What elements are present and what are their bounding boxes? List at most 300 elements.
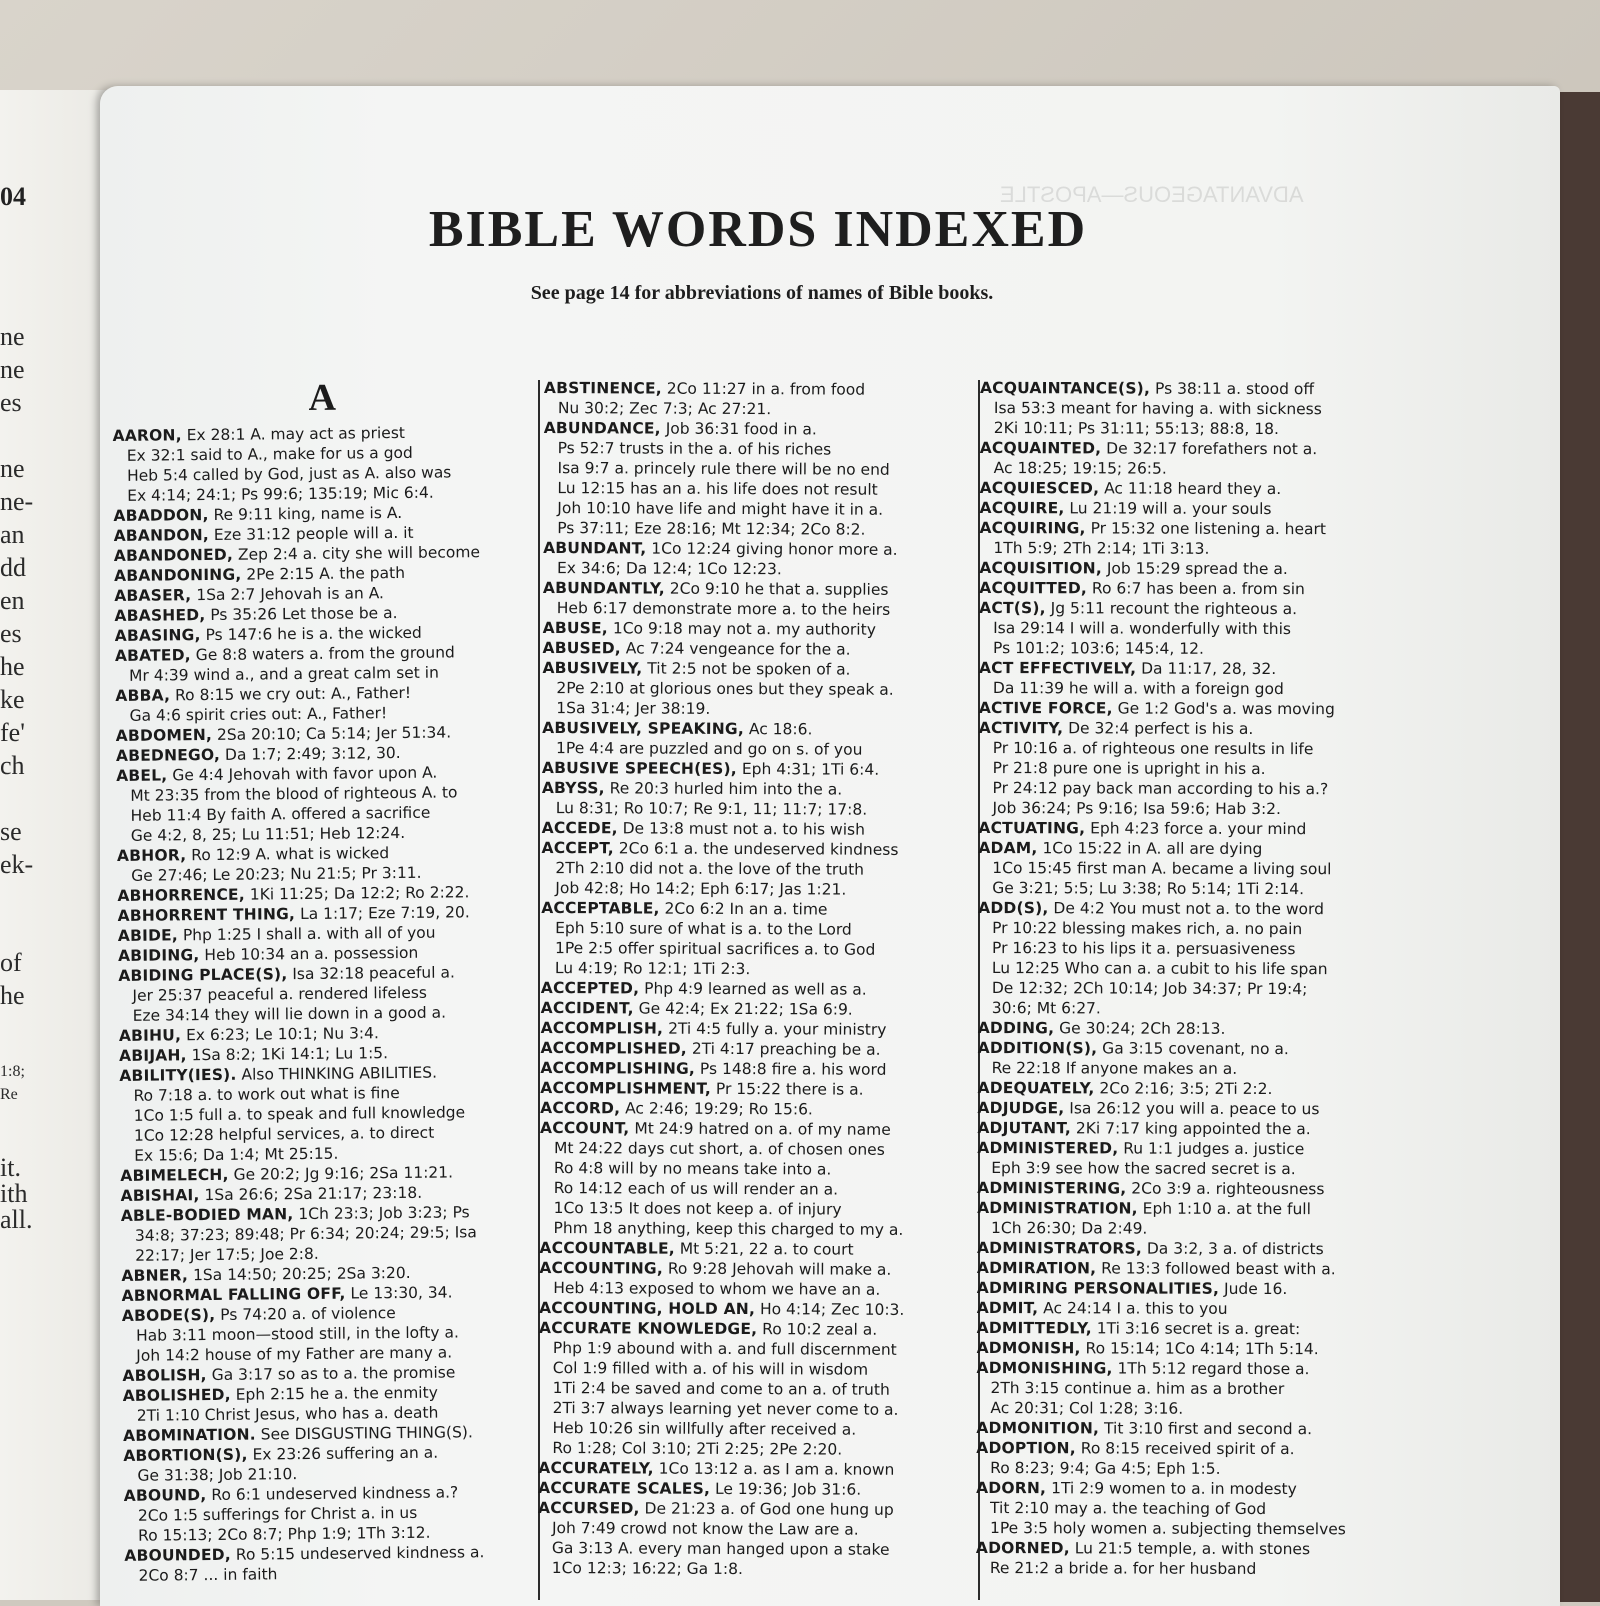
entry-text: Ro 4:8 will by no means take into a. xyxy=(553,1159,832,1179)
entry-text: Ps 35:26 Let those be a. xyxy=(205,604,398,625)
entry-text: Pr 15:32 one listening a. heart xyxy=(1085,519,1327,539)
entry-headword: ACQUIESCED, xyxy=(979,478,1100,498)
index-reference-line xyxy=(543,498,971,520)
entry-headword: ACCURATE KNOWLEDGE, xyxy=(538,1318,758,1339)
entry-headword: ADOPTION, xyxy=(976,1438,1076,1458)
entry-headword: ABOLISH, xyxy=(122,1366,207,1385)
entry-headword: ABUNDANT, xyxy=(543,538,647,558)
entry-text: Tit 3:10 first and second a. xyxy=(1099,1419,1313,1439)
entry-text: Pr 16:23 to his lips it a. persuasiveness xyxy=(991,939,1296,959)
left-page-text-fragment: ke xyxy=(0,685,25,714)
entry-text: 2Ti 4:5 fully a. your ministry xyxy=(663,1019,887,1039)
entry-text: Ro 6:1 undeserved kindness a.? xyxy=(206,1483,459,1505)
entry-text: 1Pe 3:5 holy women a. subjecting themselves xyxy=(989,1519,1346,1539)
left-page-text-fragment: he xyxy=(0,652,25,681)
entry-text: Pr 10:16 a. of righteous one results in life xyxy=(992,739,1314,759)
entry-text: Ro 8:15 we cry out: A., Father! xyxy=(170,683,412,705)
left-page-text-fragment: of xyxy=(0,948,22,977)
index-entry xyxy=(977,1078,1397,1099)
entry-headword: ABUNDANTLY, xyxy=(542,578,665,598)
entry-text: Ex 34:6; Da 12:4; 1Co 12:23. xyxy=(556,559,782,579)
entry-text: La 1:17; Eze 7:19, 20. xyxy=(294,903,470,924)
index-reference-line xyxy=(543,558,971,580)
entry-text: Also THINKING ABILITIES. xyxy=(236,1063,438,1084)
entry-text: Mr 4:39 wind a., and a great calm set in xyxy=(129,663,439,685)
entry-headword: ACCEDE, xyxy=(541,818,618,838)
index-entry xyxy=(538,1478,966,1500)
index-reference-line xyxy=(538,1538,966,1560)
entry-text: Ge 31:38; Job 21:10. xyxy=(137,1465,298,1485)
left-page-text-fragment: es xyxy=(0,619,22,648)
entry-headword: ABEL, xyxy=(116,766,168,785)
index-entry xyxy=(538,1498,966,1520)
left-page-text-fragment: ch xyxy=(0,751,25,780)
index-entry xyxy=(542,778,970,800)
index-entry xyxy=(978,1018,1398,1039)
entry-headword: ABYSS, xyxy=(541,778,605,798)
index-reference-line xyxy=(543,518,971,540)
entry-headword: ABIDE, xyxy=(117,926,179,945)
entry-text: Isa 53:3 meant for having a. with sickness xyxy=(993,399,1322,419)
entry-headword: ABHORRENCE, xyxy=(117,885,245,905)
entry-headword: ADMIRATION, xyxy=(976,1258,1097,1278)
index-reference-line xyxy=(541,878,969,900)
left-page-text-fragment: ek- xyxy=(0,850,34,879)
index-reference-line xyxy=(544,438,972,460)
index-reference-line xyxy=(976,1558,1396,1579)
entry-headword: ADJUDGE, xyxy=(977,1098,1065,1118)
index-entry xyxy=(976,1418,1396,1439)
index-reference-line xyxy=(540,1158,968,1180)
index-entry xyxy=(544,418,972,440)
entry-headword: ABUSED, xyxy=(542,638,621,658)
index-reference-line xyxy=(976,1378,1396,1399)
entry-text: 2Co 9:10 he that a. supplies xyxy=(664,579,889,599)
entry-headword: ACTIVITY, xyxy=(978,718,1064,738)
entry-headword: ACTUATING, xyxy=(978,818,1086,838)
entry-text: De 32:17 forefathers not a. xyxy=(1101,439,1318,459)
entry-text: 2Ti 1:10 Christ Jesus, who has a. death xyxy=(136,1403,439,1425)
entry-text: De 21:23 a. of God one hung up xyxy=(639,1499,894,1519)
entry-headword: ADMONITION, xyxy=(976,1418,1100,1438)
entry-text: 2Co 8:7 ... in faith xyxy=(138,1565,278,1585)
entry-text: Eph 4:23 force a. your mind xyxy=(1085,819,1307,839)
left-page-text-fragment: en xyxy=(0,586,25,615)
left-page-text-fragment: ith xyxy=(0,1179,28,1208)
index-reference-line xyxy=(538,1558,966,1580)
index-entry xyxy=(978,898,1398,919)
index-entry xyxy=(540,1038,968,1060)
index-reference-line xyxy=(976,1518,1396,1539)
entry-headword: ACCOUNT, xyxy=(540,1118,630,1138)
index-reference-line xyxy=(539,1338,967,1360)
entry-headword: ADJUTANT, xyxy=(977,1118,1072,1138)
entry-text: Tit 2:5 not be spoken of a. xyxy=(642,659,851,679)
left-page-text-fragment: he xyxy=(0,981,25,1010)
index-reference-line xyxy=(542,678,970,700)
index-entry xyxy=(976,1438,1396,1459)
entry-text: Isa 9:7 a. princely rule there will be no end xyxy=(557,459,890,479)
index-reference-line xyxy=(979,618,1399,639)
entry-text: Ro 9:28 Jehovah will make a. xyxy=(662,1259,892,1279)
index-reference-line xyxy=(541,858,969,880)
entry-text: Lu 12:15 has an a. his life does not result xyxy=(557,479,878,499)
entry-headword: ABISHAI, xyxy=(120,1186,200,1205)
index-reference-line xyxy=(976,1498,1396,1519)
entry-text: 1Co 15:45 first man A. became a living soul xyxy=(992,859,1332,879)
entry-text: Isa 29:14 I will a. wonderfully with this xyxy=(993,619,1292,639)
entry-headword: ACCOUNTING, xyxy=(539,1258,663,1278)
entry-text: Ru 1:1 judges a. justice xyxy=(1118,1139,1305,1159)
index-entry xyxy=(979,578,1399,599)
entry-text: Ro 5:15 undeserved kindness a. xyxy=(230,1543,485,1564)
entry-text: 30:6; Mt 6:27. xyxy=(991,999,1101,1018)
index-reference-line xyxy=(540,1178,968,1200)
index-entry xyxy=(979,518,1399,539)
entry-text: Pr 24:12 pay back man according to his a.? xyxy=(992,779,1329,799)
index-reference-line xyxy=(541,918,969,940)
index-reference-line xyxy=(979,638,1399,659)
entry-headword: ACCURATE SCALES, xyxy=(538,1478,711,1498)
entry-text: Ho 4:14; Zec 10:3. xyxy=(755,1300,905,1319)
entry-text: Lu 8:31; Ro 10:7; Re 9:1, 11; 11:7; 17:8. xyxy=(555,799,868,819)
entry-text: Ga 3:15 covenant, no a. xyxy=(1097,1039,1289,1059)
index-reference-line xyxy=(978,878,1398,899)
entry-text: Ro 14:12 each of us will render an a. xyxy=(553,1179,839,1199)
entry-headword: ACCOMPLISHING, xyxy=(540,1058,696,1078)
entry-text: Ro 1:28; Col 3:10; 2Ti 2:25; 2Pe 2:20. xyxy=(552,1439,843,1459)
entry-text: 2Pe 2:15 A. the path xyxy=(241,563,406,584)
entry-text: Job 42:8; Ho 14:2; Eph 6:17; Jas 1:21. xyxy=(555,879,847,899)
index-entry xyxy=(542,718,970,740)
entry-headword: ABDOMEN, xyxy=(115,725,213,745)
entry-headword: ACCEPTABLE, xyxy=(541,898,660,918)
entry-text: Hab 3:11 moon—stood still, in the lofty a. xyxy=(135,1323,459,1345)
entry-text: Ps 147:6 he is a. the wicked xyxy=(200,623,422,645)
entry-headword: ADMINISTERING, xyxy=(977,1178,1127,1198)
entry-headword: ABASING, xyxy=(114,626,201,645)
entry-headword: ABUSE, xyxy=(542,618,608,638)
index-entry xyxy=(543,538,971,560)
entry-text: Eph 5:10 sure of what is a. to the Lord xyxy=(555,919,852,939)
entry-headword: ABANDON, xyxy=(113,525,210,545)
left-page-number: 04 xyxy=(0,182,26,211)
entry-text: Lu 12:25 Who can a. a cubit to his life span xyxy=(991,959,1328,979)
entry-text: 1Ti 3:16 secret is a. great: xyxy=(1091,1319,1301,1339)
index-reference-line xyxy=(979,738,1399,759)
page-title: BIBLE WORDS INDEXED xyxy=(428,201,1088,258)
entry-headword: ACCOMPLISHMENT, xyxy=(540,1078,712,1098)
entry-text: Nu 30:2; Zec 7:3; Ac 27:21. xyxy=(557,399,772,419)
index-entry xyxy=(977,1098,1397,1119)
entry-text: Ro 6:7 has been a. from sin xyxy=(1086,579,1305,599)
entry-text: 34:8; 37:23; 89:48; Pr 6:34; 20:24; 29:5; Isa xyxy=(134,1223,477,1245)
index-entry xyxy=(538,1458,966,1480)
entry-text: 1Sa 31:4; Jer 38:19. xyxy=(556,699,711,718)
entry-text: Pr 10:22 blessing makes rich, a. no pain xyxy=(992,919,1303,939)
index-reference-line xyxy=(540,1198,968,1220)
entry-text: 1Co 12:28 helpful services, a. to direct xyxy=(133,1123,435,1145)
entry-text: 1Co 1:5 full a. to speak and full knowledge xyxy=(133,1103,466,1125)
entry-text: Le 13:30, 34. xyxy=(345,1283,453,1303)
index-entry xyxy=(541,978,969,1000)
entry-text: Jer 25:37 peaceful a. rendered lifeless xyxy=(132,983,428,1005)
entry-headword: ACT EFFECTIVELY, xyxy=(978,658,1137,678)
index-entry xyxy=(980,438,1400,459)
index-reference-line xyxy=(980,458,1400,479)
entry-headword: ABUNDANCE, xyxy=(543,418,661,438)
entry-headword: ADORN, xyxy=(976,1478,1047,1498)
index-entry xyxy=(543,618,971,640)
entry-text: Re 9:11 king, name is A. xyxy=(208,503,403,524)
entry-text: Ps 74:20 a. of violence xyxy=(215,1304,396,1324)
entry-headword: ABASHED, xyxy=(114,606,206,625)
index-entry xyxy=(543,638,971,660)
entry-headword: ACQUAINTANCE(S), xyxy=(979,379,1151,398)
index-reference-line xyxy=(539,1358,967,1380)
index-reference-line xyxy=(976,1458,1396,1479)
entry-text: Heb 10:26 sin willfully after received a. xyxy=(552,1419,857,1439)
entry-text: Ps 38:11 a. stood off xyxy=(1150,379,1315,399)
index-reference-line xyxy=(539,1278,967,1300)
entry-text: Ac 20:31; Col 1:28; 3:16. xyxy=(990,1399,1184,1418)
entry-text: 1Co 13:12 a. as I am a. known xyxy=(653,1459,895,1479)
entry-text: 1Co 9:18 may not a. my authority xyxy=(607,619,876,639)
entry-text: Joh 7:49 crowd not know the Law are a. xyxy=(551,1519,859,1539)
index-reference-line xyxy=(978,798,1398,819)
entry-headword: ACT(S), xyxy=(979,598,1046,618)
entry-headword: ADD(S), xyxy=(978,898,1049,918)
entry-text: 2Co 6:2 In an a. time xyxy=(659,899,828,919)
entry-text: Ro 8:23; 9:4; Ga 4:5; Eph 1:5. xyxy=(990,1459,1221,1478)
entry-text: 1Th 5:9; 2Th 2:14; 1Ti 3:13. xyxy=(993,539,1210,558)
entry-text: Php 1:9 abound with a. and full discernment xyxy=(552,1339,897,1359)
entry-text: Ac 11:18 heard they a. xyxy=(1099,479,1282,499)
left-page-text-fragment: it. xyxy=(0,1153,21,1182)
index-entry xyxy=(977,1138,1397,1159)
index-entry xyxy=(977,1118,1397,1139)
entry-text: Mt 5:21, 22 a. to court xyxy=(674,1239,854,1259)
entry-text: Job 36:31 food in a. xyxy=(660,419,817,439)
entry-text: De 4:2 You must not a. to the word xyxy=(1048,899,1325,919)
entry-text: 1Ti 2:4 be saved and come to an a. of truth xyxy=(552,1379,890,1399)
entry-headword: ADMONISHING, xyxy=(976,1358,1113,1378)
index-entry xyxy=(542,818,970,840)
entry-text: Isa 32:18 peaceful a. xyxy=(287,963,455,984)
index-entry xyxy=(540,1118,968,1140)
entry-text: Heb 6:17 demonstrate more a. to the heirs xyxy=(556,599,891,619)
entry-text: Phm 18 anything, keep this charged to my a. xyxy=(553,1219,904,1239)
index-reference-line xyxy=(542,698,970,720)
entry-text: Re 22:18 If anyone makes an a. xyxy=(991,1059,1238,1078)
index-column-1 xyxy=(112,374,545,1586)
left-page-text-fragment: ne xyxy=(0,454,25,483)
entry-headword: ACCURATELY, xyxy=(538,1458,654,1478)
index-entry xyxy=(977,1298,1397,1319)
entry-headword: ACCEPT, xyxy=(541,838,614,858)
entry-headword: ABOUNDED, xyxy=(124,1545,231,1565)
entry-text: Jg 5:11 recount the righteous a. xyxy=(1045,599,1298,619)
entry-text: Ac 2:46; 19:29; Ro 15:6. xyxy=(620,1099,813,1119)
entry-headword: ABOMINATION. xyxy=(122,1425,256,1445)
index-entry xyxy=(978,818,1398,839)
index-entry xyxy=(977,1358,1397,1379)
index-reference-line xyxy=(542,738,970,760)
entry-text: Pr 21:8 pure one is upright in his a. xyxy=(992,759,1266,778)
entry-headword: ABNORMAL FALLING OFF, xyxy=(121,1284,346,1305)
entry-text: 1Ki 11:25; Da 12:2; Ro 2:22. xyxy=(244,883,470,904)
entry-text: Joh 10:10 have life and might have it in a. xyxy=(557,499,884,519)
left-page-text-fragment: all. xyxy=(0,1205,33,1234)
entry-text: 2Ki 10:11; Ps 31:11; 55:13; 88:8, 18. xyxy=(993,419,1279,439)
entry-text: 1Co 15:22 in A. all are dying xyxy=(1037,839,1263,858)
index-entry xyxy=(541,1018,969,1040)
entry-text: Ro 10:2 zeal a. xyxy=(757,1320,878,1339)
entry-text: Heb 4:13 exposed to whom we have an a. xyxy=(553,1279,881,1299)
entry-text: 2Ti 4:17 preaching be a. xyxy=(686,1039,881,1059)
index-entry xyxy=(543,578,971,600)
entry-text: 1Pe 4:4 are puzzled and go on s. of you xyxy=(556,739,863,759)
entry-text: Eph 4:31; 1Ti 6:4. xyxy=(736,760,880,779)
entry-text: Ge 1:2 God's a. was moving xyxy=(1112,699,1335,719)
index-entry xyxy=(977,1278,1397,1299)
index-entry xyxy=(542,658,970,680)
index-entry xyxy=(979,718,1399,739)
index-entry xyxy=(977,1258,1397,1279)
entry-headword: ACQUAINTED, xyxy=(979,438,1102,458)
index-entry xyxy=(978,1038,1398,1059)
entry-headword: ADMONISH, xyxy=(976,1338,1081,1358)
entry-text: Ro 15:14; 1Co 4:14; 1Th 5:14. xyxy=(1080,1339,1319,1359)
entry-text: Isa 26:12 you will a. peace to us xyxy=(1064,1099,1320,1119)
index-reference-line xyxy=(539,1398,967,1420)
index-column-2 xyxy=(538,378,972,1580)
index-entry xyxy=(539,1298,967,1320)
entry-headword: ABASER, xyxy=(114,586,192,605)
entry-text: Eph 3:9 see how the sacred secret is a. xyxy=(991,1159,1296,1179)
left-page-text-fragment: an xyxy=(0,520,25,549)
entry-headword: ABIHU, xyxy=(118,1026,182,1045)
entry-text: 1Th 5:12 regard those a. xyxy=(1112,1359,1310,1379)
entry-text: Eze 31:12 people will a. it xyxy=(208,523,414,544)
index-reference-line xyxy=(541,958,969,980)
index-reference-line xyxy=(976,1398,1396,1419)
index-entry xyxy=(977,1198,1397,1219)
entry-text: Ps 52:7 trusts in the a. of his riches xyxy=(557,439,832,459)
entry-headword: ABIDING, xyxy=(117,946,200,965)
entry-headword: ABIMELECH, xyxy=(120,1165,229,1185)
entry-headword: ABUSIVELY, xyxy=(542,658,643,678)
index-reference-line xyxy=(541,938,969,960)
entry-text: Lu 4:19; Ro 12:1; 1Ti 2:3. xyxy=(554,959,751,979)
index-entry xyxy=(979,658,1399,679)
entry-text: 1Sa 14:50; 20:25; 2Sa 3:20. xyxy=(187,1263,411,1285)
entry-headword: ABNER, xyxy=(121,1266,189,1285)
index-reference-line xyxy=(539,1378,967,1400)
index-entry xyxy=(542,758,970,780)
entry-text: Mt 24:9 hatred on a. of my name xyxy=(629,1119,891,1139)
entry-text: Ex 6:23; Le 10:1; Nu 3:4. xyxy=(181,1024,379,1045)
entry-text: Re 21:2 a bride a. for her husband xyxy=(989,1559,1257,1578)
entry-text: De 13:8 must not a. to his wish xyxy=(617,819,865,839)
index-reference-line xyxy=(538,1438,966,1460)
index-entry xyxy=(980,478,1400,499)
index-entry xyxy=(976,1538,1396,1559)
entry-text: Php 1:25 I shall a. with all of you xyxy=(177,923,436,945)
entry-text: 2Co 3:9 a. righteousness xyxy=(1126,1179,1325,1199)
entry-text: Ro 15:13; 2Co 8:7; Php 1:9; 1Th 3:12. xyxy=(138,1523,431,1545)
entry-headword: ACCURSED, xyxy=(538,1498,640,1518)
left-page-text-fragment: se xyxy=(0,817,22,846)
entry-headword: ACCOMPLISH, xyxy=(540,1018,664,1038)
entry-text: Ps 101:2; 103:6; 145:4, 12. xyxy=(993,639,1204,658)
entry-headword: ABORTION(S), xyxy=(123,1445,248,1465)
index-reference-line xyxy=(977,1158,1397,1179)
entry-text: 2Co 2:16; 3:5; 2Ti 2:2. xyxy=(1094,1079,1273,1099)
entry-text: 1Ch 23:3; Job 3:23; Ps xyxy=(293,1203,470,1224)
index-entry xyxy=(540,1078,968,1100)
entry-headword: ABIJAH, xyxy=(119,1046,187,1065)
entry-headword: ADAM, xyxy=(978,838,1038,858)
entry-text: 2Pe 2:10 at glorious ones but they speak a. xyxy=(556,679,894,699)
entry-text: Ex 28:1 A. may act as priest xyxy=(181,423,406,445)
left-page-text-fragment: 1:8; xyxy=(0,1063,25,1080)
entry-text: 1Ch 26:30; Da 2:49. xyxy=(991,1219,1148,1238)
entry-headword: ACCIDENT, xyxy=(540,998,634,1018)
entry-text: Ac 7:24 vengeance for the a. xyxy=(620,639,851,659)
entry-headword: ABLE-BODIED MAN, xyxy=(120,1205,294,1225)
entry-text: Pr 15:22 there is a. xyxy=(710,1079,864,1099)
index-reference-line xyxy=(979,778,1399,799)
entry-text: Ro 7:18 a. to work out what is fine xyxy=(133,1084,400,1105)
index-entry xyxy=(980,378,1400,399)
left-page-text-fragment: ne xyxy=(0,322,25,351)
left-page-text-fragment: dd xyxy=(0,553,26,582)
entry-headword: ACCORD, xyxy=(540,1098,621,1118)
entry-headword: ACQUITTED, xyxy=(979,578,1088,598)
index-reference-line xyxy=(979,758,1399,779)
entry-text: Jude 16. xyxy=(1219,1279,1288,1299)
entry-text: Ge 4:2, 8, 25; Lu 11:51; Heb 12:24. xyxy=(130,823,406,845)
entry-headword: ADMIT, xyxy=(976,1298,1039,1318)
index-reference-line xyxy=(539,1218,967,1240)
entry-headword: ABHOR, xyxy=(116,846,187,865)
entry-text: 1Sa 26:6; 2Sa 21:17; 23:18. xyxy=(199,1183,423,1205)
entry-headword: ABANDONED, xyxy=(113,545,234,565)
entry-text: Job 36:24; Ps 9:16; Isa 59:6; Hab 3:2. xyxy=(992,799,1282,819)
index-entry xyxy=(541,998,969,1020)
entry-headword: ABOLISHED, xyxy=(122,1385,231,1405)
index-reference-line xyxy=(978,998,1398,1019)
entry-text: Ac 18:6. xyxy=(743,720,813,739)
entry-text: Da 1:7; 2:49; 3:12, 30. xyxy=(219,743,401,764)
index-entry xyxy=(976,1478,1396,1499)
bleed-through-text: ADVANTAGEOUS—APOSTLE xyxy=(1000,182,1304,207)
entry-text: Da 11:17, 28, 32. xyxy=(1136,659,1277,679)
index-reference-line xyxy=(544,398,972,420)
left-page-text-fragment: Re xyxy=(0,1086,18,1103)
entry-text: Ge 27:46; Le 20:23; Nu 21:5; Pr 3:11. xyxy=(131,863,422,885)
entry-text: Ac 18:25; 19:15; 26:5. xyxy=(993,459,1167,478)
entry-headword: ADMINISTRATION, xyxy=(977,1198,1138,1218)
entry-headword: ADORNED, xyxy=(975,1538,1070,1558)
entry-headword: ADEQUATELY, xyxy=(977,1078,1095,1098)
index-reference-line xyxy=(543,458,971,480)
left-page-text-fragment: fe' xyxy=(0,718,25,747)
entry-text: Ro 12:9 A. what is wicked xyxy=(186,844,390,865)
index-reference-line xyxy=(978,978,1398,999)
index-reference-line xyxy=(538,1518,966,1540)
